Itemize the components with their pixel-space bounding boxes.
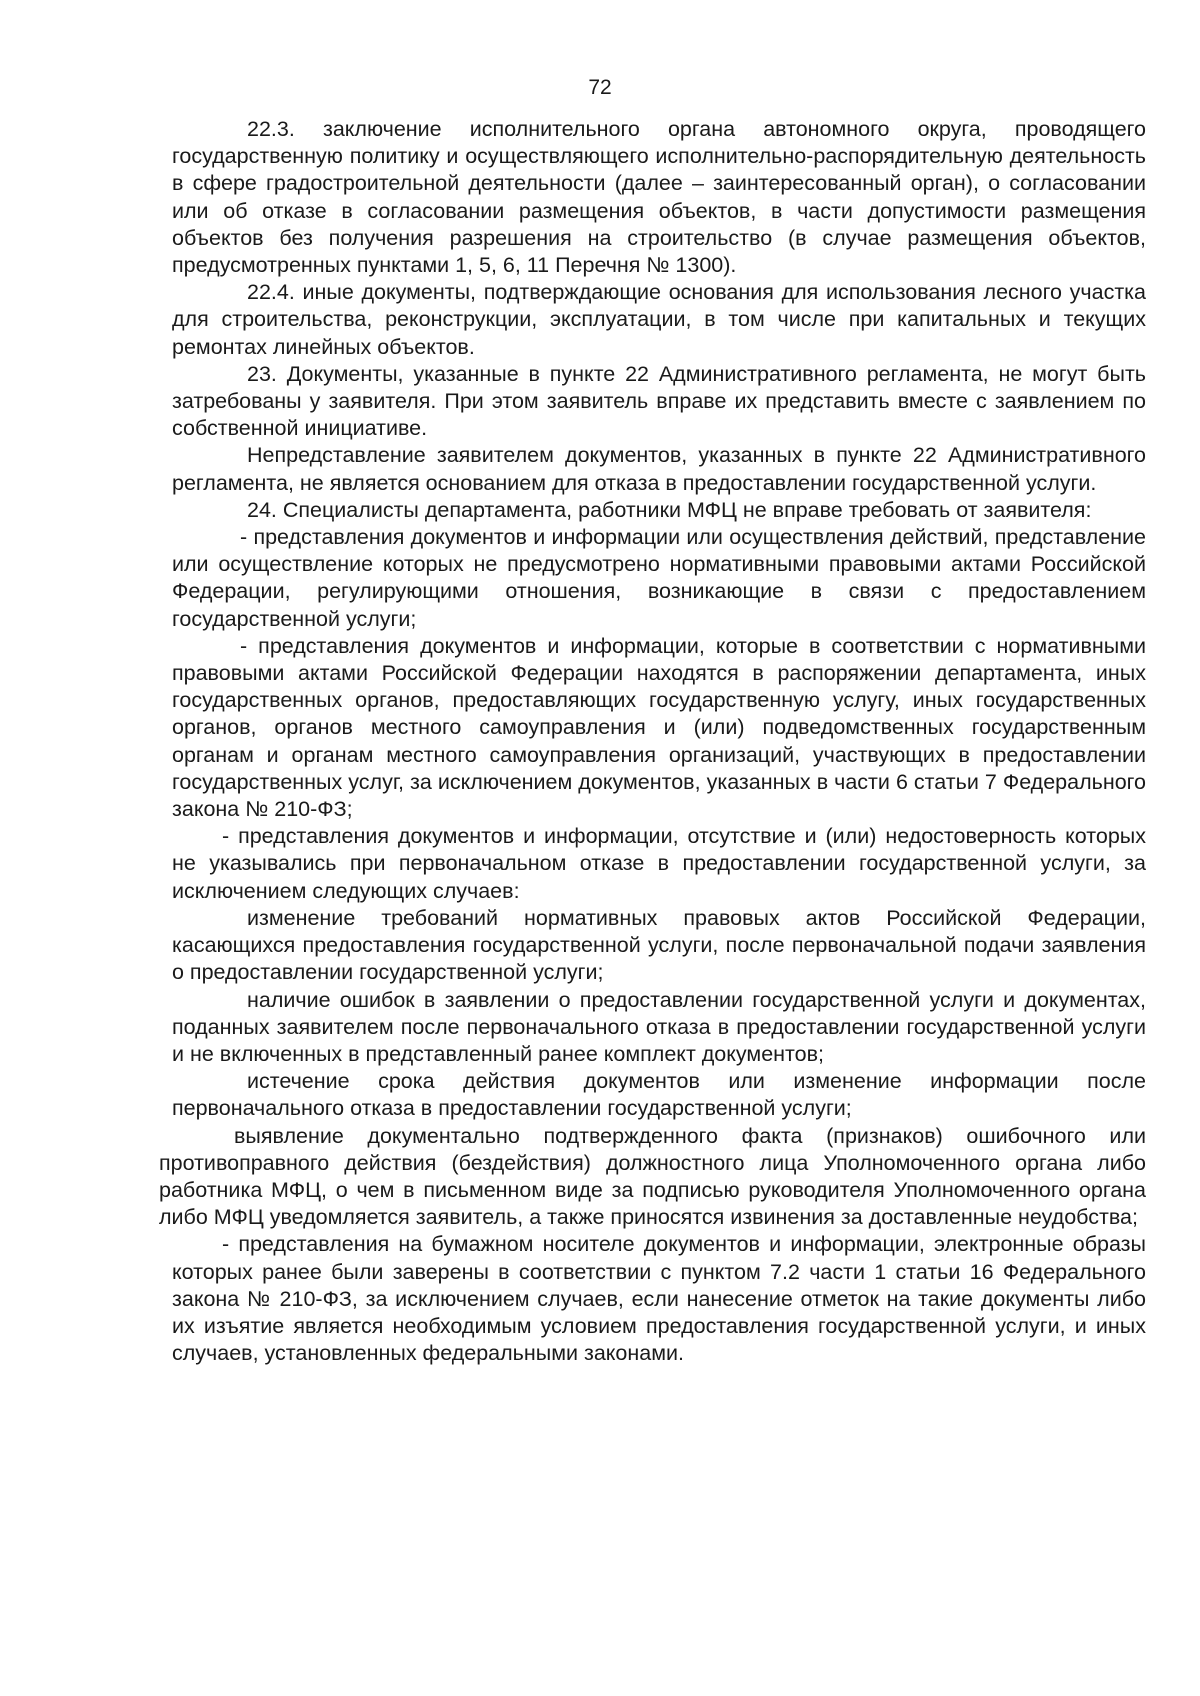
paragraph-23: 23. Документы, указанные в пункте 22 Административного регламента, не могут быть затребованы у заявителя. При этом заявитель вправе их представить вместе с заявлением по собственной инициативе. [172,361,1146,441]
list-item-case-2: наличие ошибок в заявлении о предоставлении государственной услуги и документах, поданных заявителем после первоначального отказа в предоставлении государственной услуги и не включенных в представленный ранее комплект документов; [172,987,1146,1066]
page-number: 72 [588,76,612,99]
paragraph-22-3: 22.3. заключение исполнительного органа автономного округа, проводящего государственную политику и осуществляющего исполнительно-распорядительную деятельность в сфере градостроительной деятельности (далее – заинтересованный орган), о согласовании или об отказе в согласовании размещения объектов, в части допустимости размещения объектов без получения разрешения на строительство (в случае размещения объектов, предусмотренных пунктами 1, 5, 6, 11 Перечня № 1300). [172,117,1146,278]
list-item-case-1: изменение требований нормативных правовых актов Российской Федерации, касающихся предоставления государственной услуги, после первоначальной подачи заявления о предоставлении государственной услуги; [172,905,1146,985]
list-item-bullet-2: - представления документов и информации, которые в соответствии с нормативными правовыми актами Российской Федерации находятся в распоряжении департамента, иных государственных органов, предоставляющих государственную услугу, иных государственных органов, органов местного самоуправления и (или) подведомственных государственным органам и органам местного самоуправления организаций, участвующих в предоставлении государственных услуг, за исключением документов, указанных в части 6 статьи 7 Федерального закона № 210-ФЗ; [172,633,1146,822]
document-body [159,116,1146,1367]
paragraph-24: 24. Специалисты департамента, работники МФЦ не вправе требовать от заявителя: [247,497,1092,522]
list-item-case-4: выявление документально подтвержденного факта (признаков) ошибочного или противоправного действия (бездействия) должностного лица Уполномоченного органа либо работника МФЦ, о чем в письменном виде за подписью руководителя Уполномоченного органа либо МФЦ уведомляется заявитель, а также приносятся извинения за доставленные неудобства; [159,1123,1146,1230]
list-item-bullet-1: - представления документов и информации или осуществления действий, представление или осуществление которых не предусмотрено нормативными правовыми актами Российской Федерации, регулирующими отношения, возникающие в связи с предоставлением государственной услуги; [172,525,1146,631]
list-item-bullet-4: - представления на бумажном носителе документов и информации, электронные образы которых ранее были заверены в соответствии с пунктом 7.2 части 1 статьи 16 Федерального закона № 210-ФЗ, за исключением случаев, если нанесение отметок на такие документы либо их изъятие является необходимым условием предоставления государственной услуги, и иных случаев, установленных федеральными законами. [172,1232,1146,1366]
list-item-case-3: истечение срока действия документов или изменение информации после первоначального отказа в предоставлении государственной услуги; [172,1069,1146,1121]
paragraph-22-4: 22.4. иные документы, подтверждающие основания для использования лесного участка для строительства, реконструкции, эксплуатации, в том числе при капитальных и текущих ремонтах линейных объектов. [172,280,1146,359]
paragraph-non-submission: Непредставление заявителем документов, указанных в пункте 22 Административного регламента, не является основанием для отказа в предоставлении государственной услуги. [172,443,1146,495]
list-item-bullet-3: - представления документов и информации, отсутствие и (или) недостоверность которых не указывались при первоначальном отказе в предоставлении государственной услуги, за исключением следующих случаев: [172,824,1146,903]
